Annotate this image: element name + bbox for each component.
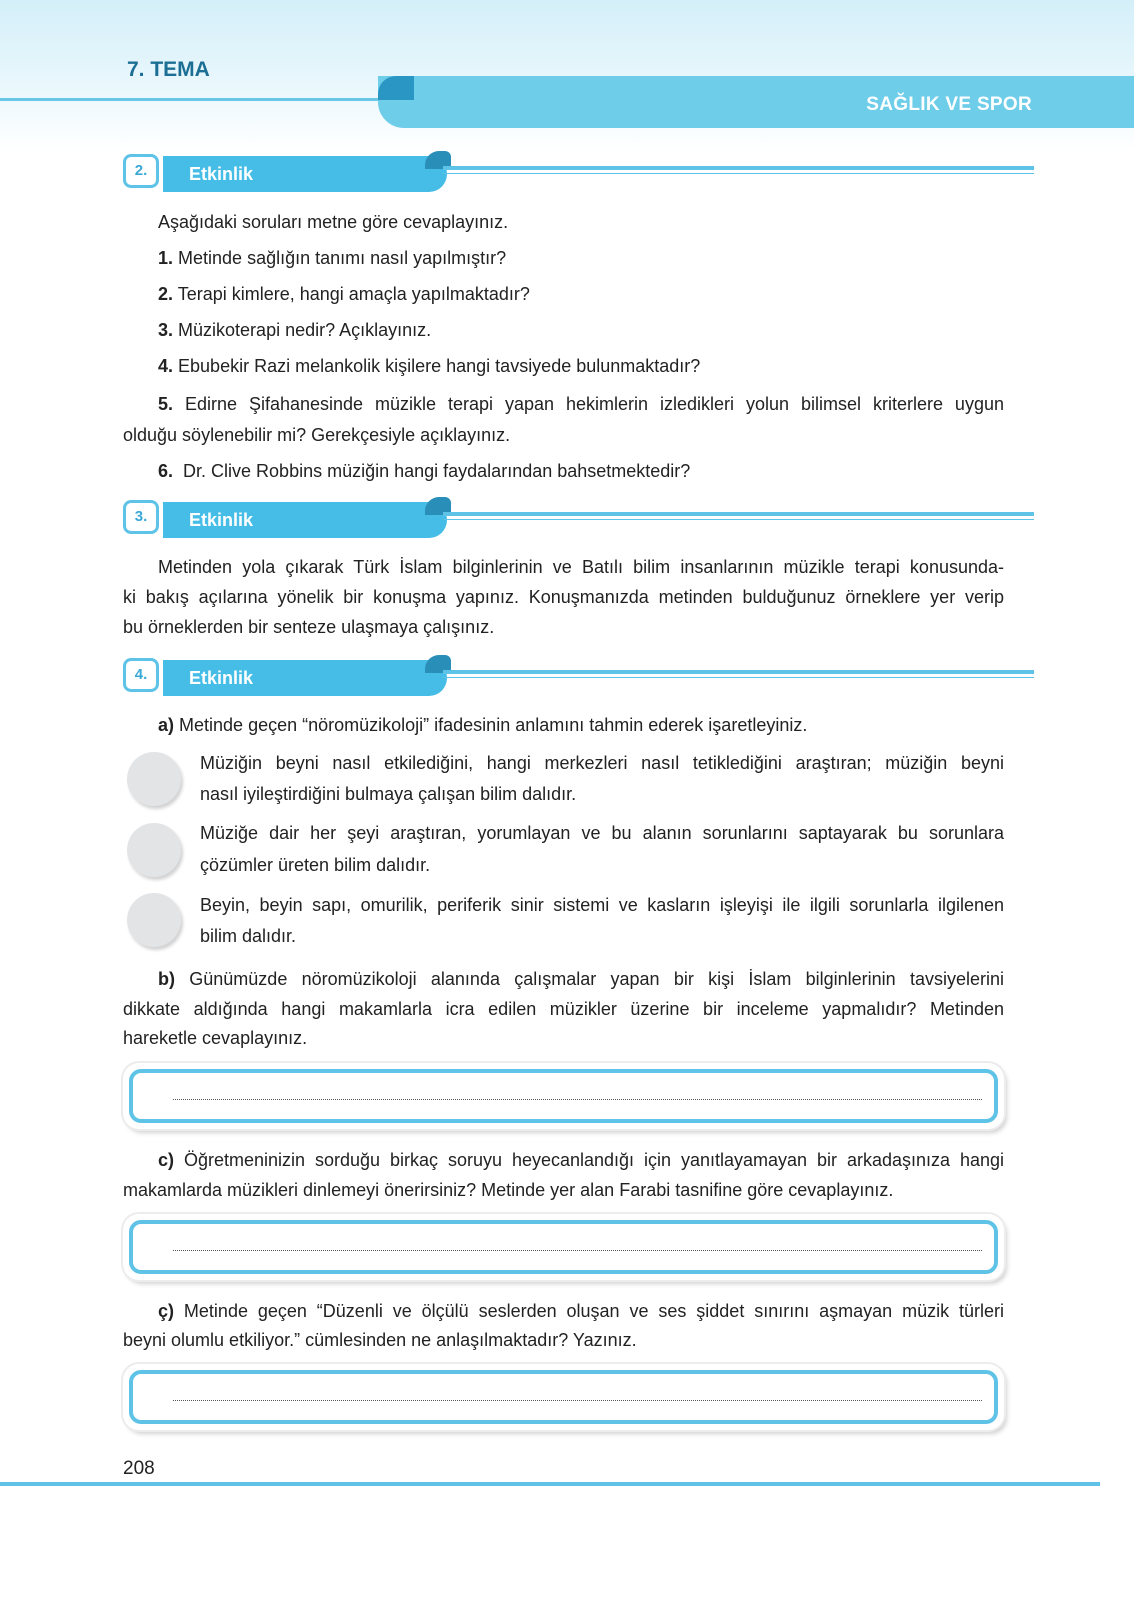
question-number: 3. — [158, 320, 174, 340]
part-letter: b) — [158, 969, 175, 989]
activity-label-bar — [163, 156, 447, 192]
unit-title-bar-cap — [378, 76, 414, 100]
option-1-checkbox[interactable] — [127, 752, 181, 806]
answer-box-c[interactable] — [123, 1214, 1004, 1280]
question-number: 6. — [158, 461, 174, 481]
activity-3-text-line-3: bu örneklerden bir senteze ulaşmaya çalışınız. — [123, 617, 495, 637]
question-text: Metinde sağlığın tanımı nasıl yapılmıştır? — [178, 248, 507, 268]
activity-rule — [443, 670, 1034, 674]
question-number: 2. — [158, 284, 174, 304]
question-text: Edirne Şifahanesinde müzikle terapi yapan hekimlerin izledikleri yolun bilimsel kriterlere uygun — [184, 394, 1004, 414]
part-text: Günümüzde nöromüzikoloji alanında çalışmalar yapan bir kişi İslam bilginlerinin tavsiyelerini — [189, 969, 1004, 989]
question-6 — [158, 456, 690, 487]
question-3 — [158, 315, 431, 346]
question-2 — [158, 279, 530, 310]
part-text: Öğretmeninizin sorduğu birkaç soruyu heyecanlandığı için yanıtlayamayan bir arkadaşınıza hangi — [183, 1150, 1004, 1170]
answer-line — [173, 1250, 982, 1251]
activity-2-header — [123, 154, 1034, 194]
part-cc-line-2: beyni olumlu etkiliyor.” cümlesinden ne anlaşılmaktadır? Yazınız. — [123, 1330, 637, 1350]
activity-number-badge: 3. — [123, 500, 159, 534]
footer-line — [0, 1482, 1100, 1486]
activity-label: Etkinlik — [189, 668, 254, 688]
question-4 — [158, 351, 700, 382]
page-number: 208 — [123, 1458, 155, 1479]
option-3-checkbox[interactable] — [127, 893, 181, 947]
activity-label-bar — [163, 502, 447, 538]
answer-line — [173, 1099, 982, 1100]
part-text: Metinde geçen “nöromüzikoloji” ifadesinin anlamını tahmin ederek işaretleyiniz. — [179, 715, 808, 735]
part-cc-line-1 — [158, 1296, 1004, 1327]
question-number: 5. — [158, 394, 174, 414]
question-5-line-2: olduğu söylenebilir mi? Gerekçesiyle açıklayınız. — [123, 425, 511, 445]
option-2-checkbox[interactable] — [127, 823, 181, 877]
part-letter: ç) — [158, 1301, 175, 1321]
activity-3-text-line-2: ki bakış açılarına yönelik bir konuşma yapınız. Konuşmanızda metinden bulduğunuz örneklere yer verip — [123, 587, 1004, 607]
theme-label: 7. TEMA — [127, 58, 210, 81]
activity-2-intro: Aşağıdaki soruları metne göre cevaplayınız. — [158, 212, 509, 232]
question-text: Dr. Clive Robbins müziğin hangi faydalarından bahsetmektedir? — [183, 461, 691, 481]
question-text: Terapi kimlere, hangi amaçla yapılmaktadır? — [177, 284, 530, 304]
unit-title: SAĞLIK VE SPOR — [866, 94, 1032, 115]
part-c-line-1 — [158, 1145, 1004, 1176]
activity-rule — [443, 512, 1034, 516]
part-b-line-2: dikkate aldığında hangi makamlarla icra edilen müzikler üzerine bir inceleme yapmalıdır? Metinden — [123, 999, 1004, 1019]
activity-rule — [443, 166, 1034, 170]
option-2-line-2: çözümler üreten bilim dalıdır. — [200, 855, 431, 875]
activity-number-badge: 2. — [123, 154, 159, 188]
answer-box-b[interactable] — [123, 1063, 1004, 1129]
part-b-line-3: hareketle cevaplayınız. — [123, 1028, 308, 1048]
question-number: 4. — [158, 356, 174, 376]
activity-label: Etkinlik — [189, 510, 254, 530]
question-text: Ebubekir Razi melankolik kişilere hangi tavsiyede bulunmaktadır? — [178, 356, 701, 376]
option-2-line-1: Müziğe dair her şeyi araştıran, yorumlayan ve bu alanın sorunlarını saptayarak bu sorunlara — [200, 823, 1004, 843]
answer-line — [173, 1400, 982, 1401]
question-1 — [158, 243, 506, 274]
option-1-line-2: nasıl iyileştirdiğini bulmaya çalışan bilim dalıdır. — [200, 784, 577, 804]
activity-label-bar — [163, 660, 447, 696]
question-text: Müzikoterapi nedir? Açıklayınız. — [178, 320, 432, 340]
activity-3-header — [123, 500, 1034, 540]
activity-rule-thin — [443, 677, 1034, 678]
part-a-prompt — [158, 710, 807, 741]
part-letter: c) — [158, 1150, 175, 1170]
option-1-line-1: Müziğin beyni nasıl etkilediğini, hangi merkezleri nasıl tetiklediğini araştıran; müziğin beyni — [200, 753, 1004, 773]
answer-box-frame — [129, 1220, 998, 1274]
part-c-line-2: makamlarda müzikleri dinlemeyi önerirsiniz? Metinde yer alan Farabi tasnifine göre cevaplayınız. — [123, 1180, 894, 1200]
part-text: Metinde geçen “Düzenli ve ölçülü seslerden oluşan ve ses şiddet sınırını aşmayan müzik türleri — [183, 1301, 1004, 1321]
answer-box-frame — [129, 1370, 998, 1424]
activity-label: Etkinlik — [189, 164, 254, 184]
part-b-line-1 — [158, 964, 1004, 995]
activity-4-header — [123, 658, 1034, 698]
part-letter: a) — [158, 715, 175, 735]
option-3-line-2: bilim dalıdır. — [200, 926, 297, 946]
question-number: 1. — [158, 248, 174, 268]
answer-box-frame — [129, 1069, 998, 1123]
activity-number-badge: 4. — [123, 658, 159, 692]
question-5-line-1 — [158, 389, 1004, 420]
activity-rule-thin — [443, 173, 1034, 174]
activity-rule-thin — [443, 519, 1034, 520]
activity-3-text-line-1: Metinden yola çıkarak Türk İslam bilginlerinin ve Batılı bilim insanlarının müzikle terapi konusunda- — [158, 557, 1004, 577]
answer-box-cc[interactable] — [123, 1364, 1004, 1430]
option-3-line-1: Beyin, beyin sapı, omurilik, periferik sinir sistemi ve kasların işleyişi ile ilgili sorunlarla ilgilenen — [200, 895, 1004, 915]
header-line — [0, 98, 420, 101]
